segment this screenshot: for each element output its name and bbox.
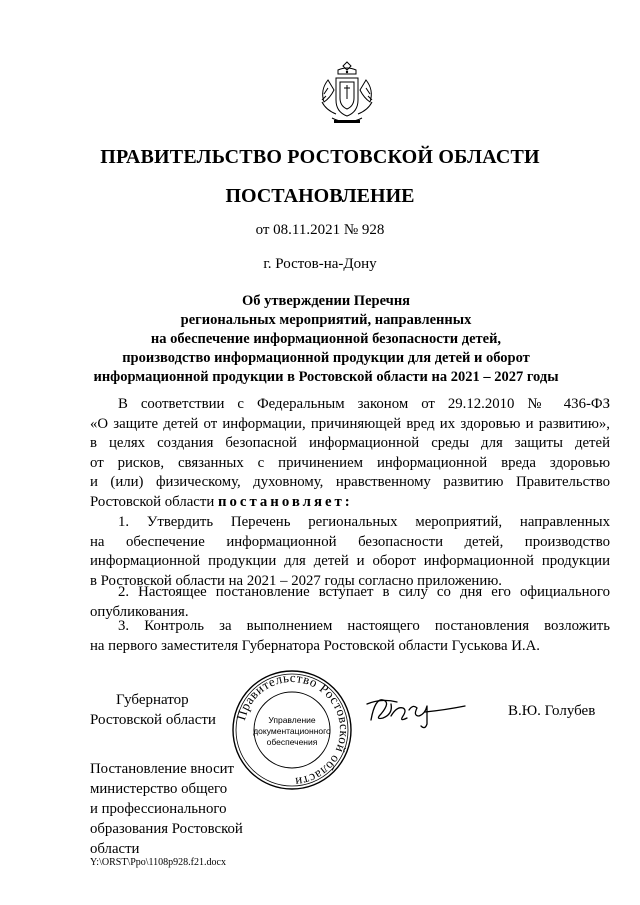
coat-of-arms-icon — [314, 58, 380, 130]
document-type: ПОСТАНОВЛЕНИЕ — [225, 185, 415, 207]
preamble-last-line — [90, 493, 610, 513]
subject-line: Об утверждении Перечня — [241, 293, 411, 309]
preamble-line: от рисков, связанных с причинением информационной вреда здоровью — [90, 454, 610, 471]
seal-center-line: Управление — [268, 715, 316, 725]
item-1-paragraph — [90, 513, 610, 591]
item-line: опубликования. — [90, 603, 189, 620]
preamble-line: и (или) физическому, духовному, нравственному развитию Правительство — [90, 474, 610, 490]
subject-line: на обеспечение информационной безопасности детей, — [150, 331, 502, 347]
item-3-paragraph — [90, 617, 610, 656]
preamble-paragraph — [90, 395, 610, 512]
item-line: в Ростовской области на 2021 – 2027 годы согласно приложению. — [90, 572, 502, 589]
signatory-name: В.Ю. Голубев — [508, 703, 596, 719]
subject-line: производство информационной продукции для детей и оборот — [122, 350, 530, 366]
introduced-line: Постановление вносит — [90, 761, 235, 777]
handwritten-signature — [365, 690, 475, 730]
subject-line: информационной продукции в Ростовской области на 2021 – 2027 годы — [93, 369, 559, 385]
document-date-number: от 08.11.2021 № 928 — [255, 222, 385, 238]
item-line: 1. Утвердить Перечень региональных мероприятий, направленных — [118, 514, 610, 530]
document-subject — [86, 292, 566, 387]
introduced-line: образования Ростовской — [90, 821, 243, 837]
preamble-prefix: Ростовской области — [90, 493, 218, 510]
introduced-line: области — [90, 841, 140, 857]
signatory-title-line: Ростовской области — [90, 712, 216, 728]
item-line: информационной продукции для детей и оборот информационной продукции — [90, 553, 610, 569]
introduced-by-block — [90, 759, 290, 859]
item-line: на первого заместителя Губернатора Ростовской области Гуськова И.А. — [90, 637, 540, 654]
seal-center-line: обеспечения — [266, 737, 318, 747]
seal-center-line: документационного — [253, 726, 331, 736]
government-title: ПРАВИТЕЛЬСТВО РОСТОВСКОЙ ОБЛАСТИ — [100, 146, 540, 168]
introduced-line: министерство общего — [90, 781, 228, 797]
item-line: 2. Настоящее постановление вступает в силу со дня его официального — [118, 584, 610, 600]
signatory-title-line: Губернатор — [116, 692, 189, 708]
document-city: г. Ростов-на-Дону — [263, 256, 377, 272]
item-line: на обеспечение информационной безопасности детей, производство — [90, 533, 610, 550]
introduced-line: и профессионального — [90, 801, 227, 817]
preamble-line: В соответствии с Федеральным законом от 29.12.2010 № 436-ФЗ — [118, 396, 610, 412]
item-line: 3. Контроль за выполнением настоящего постановления возложить — [118, 618, 610, 634]
resolves-word: постановляет: — [217, 493, 353, 510]
seal-ring-text: Правительство Ростовской области — [233, 669, 353, 790]
subject-line: региональных мероприятий, направленных — [180, 312, 472, 328]
file-path: Y:\ORST\Ppo\1108p928.f21.docx — [90, 857, 226, 868]
signatory-title — [90, 690, 216, 730]
preamble-line: «О защите детей от информации, причиняющей вред их здоровью и развитию», — [90, 415, 610, 432]
preamble-line: в целях создания безопасной информационной среды для защиты детей — [90, 435, 610, 451]
